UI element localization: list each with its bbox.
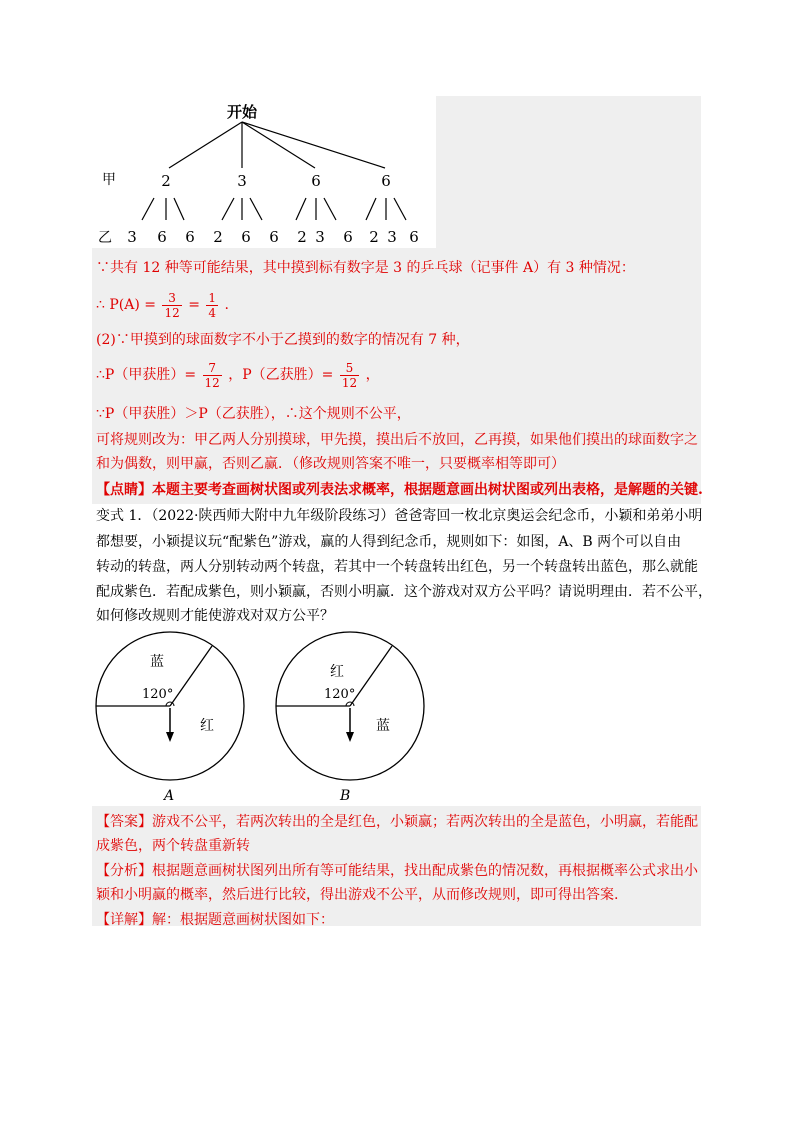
answer-line-1: 【答案】游戏不公平，若两次转出的全是红色，小颖赢；若两次转出的全是蓝色，小明赢，若能配 — [96, 814, 698, 830]
analysis-line-2: 颖和小明赢的概率，然后进行比较，得出游戏不公平，从而修改规则，即可得出答案. — [96, 887, 619, 903]
problem-line-3: 转动的转盘，两人分别转动两个转盘，若其中一个转盘转出红色，另一个转盘转出蓝色，那么就能 — [96, 559, 698, 575]
tree-l2-node: 2 — [369, 228, 379, 246]
spinner-b-angle: 120° — [324, 687, 356, 702]
spinner-b-top-label: 红 — [330, 664, 344, 680]
problem-line-1: 变式 1．（2022·陕西师大附中九年级阶段练习）爸爸寄回一枚北京奥运会纪念币，小颖和弟弟小明 — [96, 508, 703, 524]
solution-line-7: 和为偶数，则甲赢，否则乙赢．（修改规则答案不唯一，只要概率相等即可） — [96, 456, 565, 472]
tree-l2-node: 2 — [297, 228, 307, 246]
solution-line-5: ∵P（甲获胜）＞P（乙获胜），∴这个规则不公平， — [96, 406, 411, 422]
tree-l1-node: 3 — [237, 172, 247, 190]
key-point: 【点睛】本题主要考查画树状图或列表法求概率，根据题意画出树状图或列出表格，是解题的关键. — [96, 482, 703, 498]
spinner-a-angle: 120° — [142, 687, 174, 702]
fraction-1-4: $\frac{1}{4}$ — [208, 290, 217, 320]
solution-line-6: 可将规则改为：甲乙两人分别摸球，甲先摸，摸出后不放回，乙再摸，如果他们摸出的球面数字之 — [96, 432, 698, 448]
tree-row1-label: 甲 — [102, 172, 116, 188]
problem-line-5: 如何修改规则才能使游戏对双方公平？ — [96, 608, 334, 624]
spinner-a-right-label: 红 — [200, 718, 214, 734]
fraction-3-12: $\frac{3}{12}$ — [164, 290, 180, 320]
tree-l2-node: 6 — [157, 228, 167, 246]
tree-row2-label: 乙 — [98, 230, 112, 246]
probability-a-label: ∴ P(A) = — [96, 297, 156, 313]
solution-line-1: ∵共有 12 种等可能结果，其中摸到标有数字是 3 的乒乓球（记事件 A）有 3 种情况： — [96, 260, 635, 276]
spinner-a — [92, 630, 262, 808]
tree-l2-node: 6 — [269, 228, 279, 246]
tree-l1-node: 6 — [381, 172, 391, 190]
tree-l2-node: 3 — [127, 228, 137, 246]
answer-line-2: 成紫色，两个转盘重新转 — [96, 838, 250, 854]
tree-l1-node: 6 — [311, 172, 321, 190]
tree-l2-node: 2 — [213, 228, 223, 246]
solution-line-2: ∴ P(A) = $\frac{3}{12}$ = $\frac{1}{4}$ . — [96, 290, 229, 320]
problem-line-4: 配成紫色．若配成紫色，则小颖赢，否则小明赢．这个游戏对双方公平吗？请说明理由．若不公平， — [96, 584, 712, 600]
tree-l2-node: 3 — [387, 228, 397, 246]
detail-line: 【详解】解：根据题意画树状图如下： — [96, 912, 334, 928]
spinner-b-caption: B — [340, 788, 351, 804]
solution-line-3: (2)∵甲摸到的球面数字不小于乙摸到的数字的情况有 7 种， — [96, 332, 470, 348]
fraction-5-12: $\frac{5}{12}$ — [341, 360, 358, 390]
spinner-b-right-label: 蓝 — [376, 718, 390, 734]
tree-l1-node: 2 — [161, 172, 171, 190]
tree-l2-node: 3 — [315, 228, 325, 246]
fraction-7-12: $\frac{7}{12}$ — [204, 360, 220, 390]
tree-l2-node: 6 — [409, 228, 419, 246]
problem-line-2: 都想要，小颖提议玩“配紫色”游戏，赢的人得到纪念币，规则如下：如图，A、B 两个可以自由 — [96, 534, 682, 550]
solution-line-4: ∴P（甲获胜）= $\frac{7}{12}$ ，P（乙获胜）= $\frac{5}{12}$ ， — [96, 360, 380, 390]
tree-l2-node: 6 — [241, 228, 251, 246]
spinner-b — [272, 630, 442, 808]
tree-root: 开始 — [226, 103, 258, 121]
tree-l2-node: 6 — [185, 228, 195, 246]
tree-l2-node: 6 — [343, 228, 353, 246]
highlight-top — [436, 96, 701, 248]
tree-diagram — [92, 96, 436, 248]
spinner-a-top-label: 蓝 — [150, 654, 164, 670]
spinner-a-caption: A — [164, 788, 175, 804]
analysis-line-1: 【分析】根据题意画树状图列出所有等可能结果，找出配成紫色的情况数，再根据概率公式求出小 — [96, 863, 698, 879]
